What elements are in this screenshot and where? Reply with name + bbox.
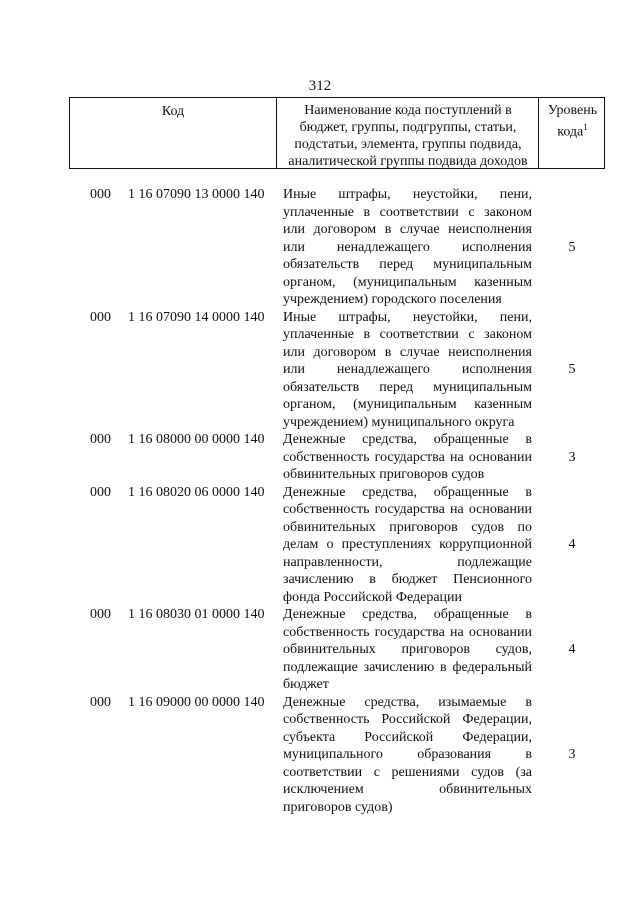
description-line: соответствии с решениями судов (за (283, 764, 532, 780)
budget-code: 1 16 08020 06 0000 140 (128, 484, 265, 500)
header-code: Код (161, 104, 185, 119)
table-header (69, 97, 605, 169)
description-line: бюджет (283, 677, 329, 692)
description-line: Иные штрафы, неустойки, пени, (283, 187, 532, 202)
header-level-line1: Уровень (547, 103, 598, 118)
description-line: обвинительных приговоров судов, (283, 642, 532, 657)
admin-code: 000 (90, 187, 111, 202)
description-line: обвинительных приговоров судов по (283, 519, 532, 535)
budget-code: 1 16 08000 00 0000 140 (128, 432, 265, 447)
description-line: субъекта Российской Федерации, (283, 729, 532, 745)
code-level: 4 (568, 537, 576, 552)
description-line: собственность Российской Федерации, (283, 712, 532, 727)
header-level (538, 98, 606, 168)
admin-code: 000 (90, 309, 111, 325)
description-line: или договором в случае неисполнения (283, 222, 532, 237)
description-line: или договором в случае неисполнения (283, 344, 532, 360)
description-line: обязательств перед муниципальным (283, 257, 532, 272)
header-name-line: Наименование кода поступлений в (304, 103, 512, 118)
code-description (283, 694, 532, 817)
description-line: делам о преступлениях коррупционной (283, 537, 532, 552)
description-line: Денежные средства, изымаемые в (283, 694, 532, 710)
description-line: обвинительных приговоров судов (283, 467, 485, 482)
code-level: 5 (568, 362, 576, 377)
budget-code: 1 16 09000 00 0000 140 (128, 694, 265, 710)
description-line: направленности, подлежащие (283, 554, 532, 570)
code-level: 3 (568, 449, 576, 465)
description-line: исключением обвинительных (283, 782, 532, 797)
budget-code: 1 16 08030 01 0000 140 (128, 607, 265, 622)
description-line: Денежные средства, обращенные в (283, 432, 532, 447)
description-line: фонда Российской Федерации (283, 589, 463, 605)
description-line: Иные штрафы, неустойки, пени, (283, 309, 532, 325)
code-description (283, 484, 532, 607)
code-description (283, 186, 532, 309)
code-level: 4 (568, 642, 576, 657)
page-number: 312 (308, 78, 332, 94)
description-line: муниципального образования в (283, 747, 532, 762)
description-line: уплаченные в соответствии с законом (283, 204, 532, 220)
code-level: 3 (568, 747, 576, 762)
description-line: собственность государства на основании (283, 449, 532, 465)
admin-code: 000 (90, 484, 111, 500)
budget-code: 1 16 07090 13 0000 140 (128, 187, 265, 202)
description-line: Денежные средства, обращенные в (283, 484, 532, 500)
description-line: собственность государства на основании (283, 502, 532, 517)
code-description (283, 309, 532, 432)
description-line: органом, (муниципальным казенным (283, 397, 532, 412)
admin-code: 000 (90, 607, 111, 622)
admin-code: 000 (90, 432, 111, 447)
description-line: уплаченные в соответствии с законом (283, 327, 532, 342)
code-description (283, 431, 532, 484)
admin-code: 000 (90, 694, 111, 710)
header-name-line: аналитической группы подвида доходов (288, 154, 528, 169)
header-name-line: бюджет, группы, подгруппы, статьи, (299, 120, 517, 135)
header-level-line2: кода$^1$ (557, 122, 588, 140)
description-line: подлежащие зачислению в федеральный (283, 659, 532, 675)
description-line: приговоров судов) (283, 799, 393, 815)
description-line: органом, (муниципальным казенным (283, 274, 532, 290)
description-line: или ненадлежащего исполнения (283, 239, 532, 255)
description-line: или ненадлежащего исполнения (283, 362, 532, 377)
description-line: собственность государства на основании (283, 624, 532, 640)
description-line: Денежные средства, обращенные в (283, 607, 532, 622)
description-line: обязательств перед муниципальным (283, 379, 532, 395)
description-line: учреждением) муниципального округа (283, 414, 515, 430)
code-description (283, 606, 532, 694)
header-name-line: подстатьи, элемента, группы подвида, (294, 137, 522, 152)
budget-code: 1 16 07090 14 0000 140 (128, 309, 265, 325)
description-line: зачислению в бюджет Пенсионного (283, 572, 532, 587)
code-level: 5 (568, 239, 576, 255)
description-line: учреждением) городского поселения (283, 292, 502, 307)
